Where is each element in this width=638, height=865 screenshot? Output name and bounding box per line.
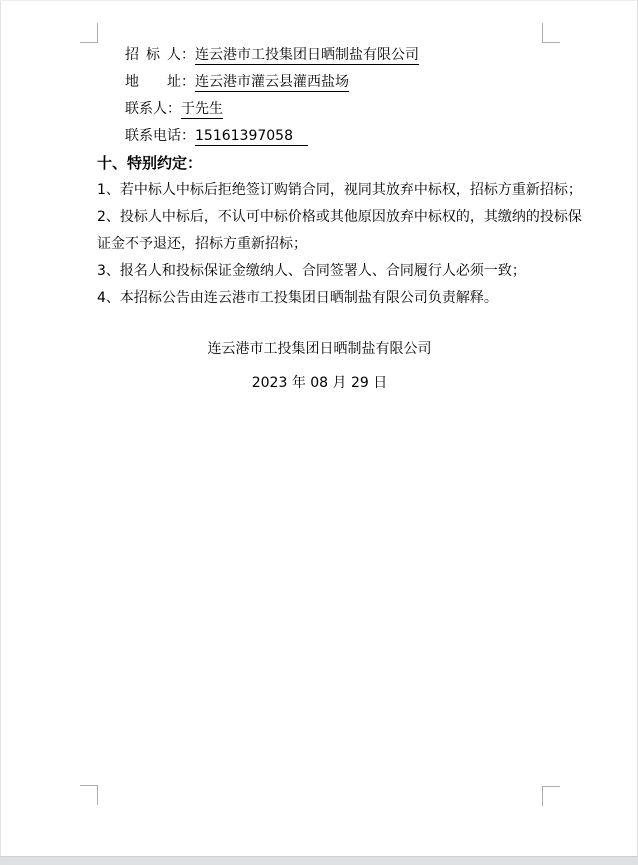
field-value-contact-person: 于先生 [181,101,223,117]
term-item-4: 4、本招标公告由连云港市工投集团日晒制盐有限公司负责解释。 [97,290,498,306]
field-label-address: 地址 [125,74,181,90]
term-item-2-line-1: 2、投标人中标后，不认可中标价格或其他原因放弃中标权的，其缴纳的投标保 [97,209,582,225]
field-colon: ： [181,74,195,90]
field-label-bidder: 招标人 [125,47,181,63]
signature-company: 连云港市工投集团日晒制盐有限公司 [207,341,432,357]
field-label-contact-person: 联系人 [125,101,167,117]
crop-mark-bottom-right-icon [542,786,560,806]
crop-mark-top-left-icon [80,23,98,43]
field-row-address [125,69,542,96]
contact-block [97,42,542,150]
term-item-2-line-2: 证金不予退还，招标方重新招标； [97,236,307,252]
field-colon: ： [181,128,195,144]
field-value-bidder: 连云港市工投集团日晒制盐有限公司 [195,47,419,63]
field-row-bidder [125,42,542,69]
crop-mark-top-right-icon [542,23,560,43]
section-heading-special-terms: 十、特别约定： [97,154,203,172]
term-item-3: 3、报名人和投标保证金缴纳人、合同签署人、合同履行人必须一致； [97,263,526,279]
term-item-1: 1、若中标人中标后拒绝签订购销合同，视同其放弃中标权，招标方重新招标； [97,182,582,198]
field-value-phone: 15161397058 [195,128,308,146]
field-value-address: 连云港市灌云县灌西盐场 [195,74,349,90]
signature-block [97,336,542,397]
field-colon: ： [181,47,195,63]
signature-date: 2023 年 08 月 29 日 [251,375,388,391]
field-row-contact-person [125,96,542,123]
document-content [97,42,582,397]
field-colon: ： [167,101,181,117]
field-label-phone: 联系电话 [125,128,181,144]
crop-mark-bottom-left-icon [80,785,98,805]
field-row-phone [125,123,542,150]
